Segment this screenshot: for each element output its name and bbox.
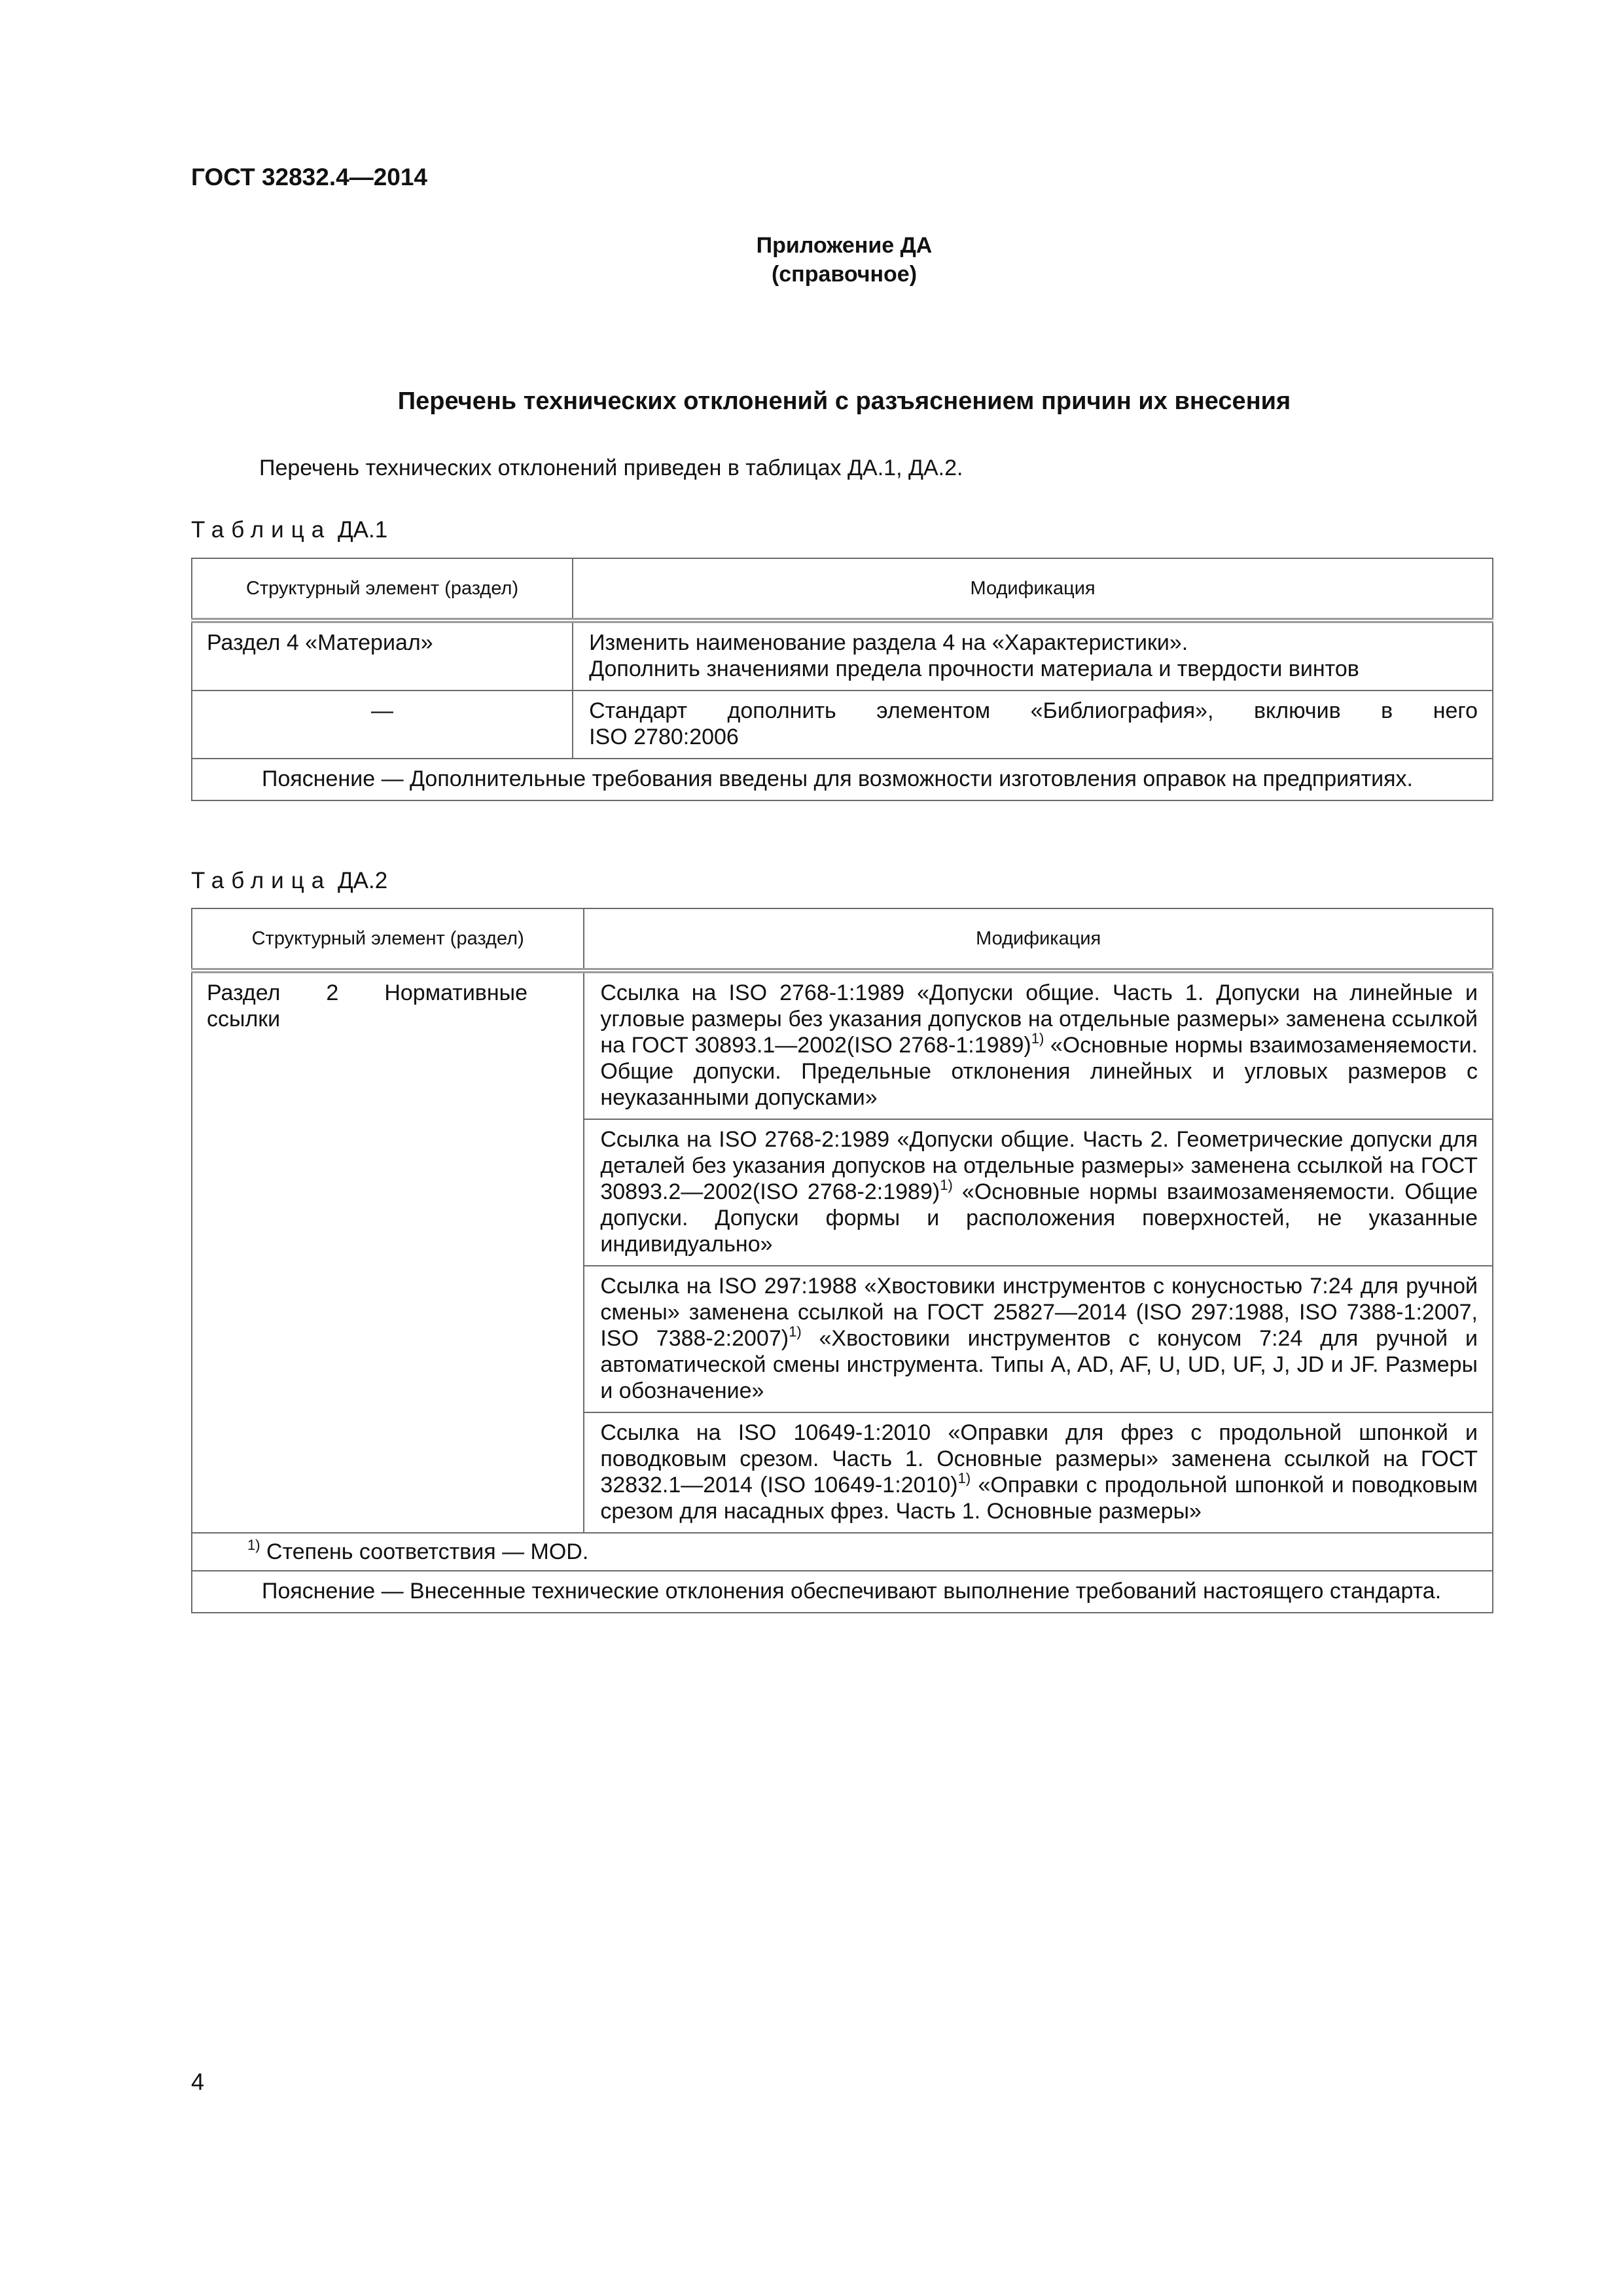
table1-row2-mod-line1: Стандарт дополнить элементом «Библиография», включив в него (589, 698, 1478, 723)
table2-row2-footnote-mark: 1) (940, 1177, 953, 1193)
table2-row4-text-a: Ссылка на ISO 10649-1:2010 «Оправки для фрез с продольной шпонкой и поводковым срезом. Часть 1. Основные размеры» заменена ссылкой на ГОСТ 32832.1—2014 (ISO 10649-1:2010) (600, 1420, 1478, 1498)
table1-label (191, 517, 387, 543)
table1-header-element: Структурный элемент (раздел) (192, 558, 573, 620)
table1-row2-modification (573, 691, 1493, 759)
table-row (192, 691, 1493, 759)
table2-row4-text-b: «Оправки с продольной шпонкой и поводковым срезом для насадных фрез. Часть 1. Основные размеры» (600, 1473, 1478, 1524)
table2-footnote-row (192, 1533, 1493, 1571)
table2-note-row (192, 1571, 1493, 1613)
table2-element-text: Раздел 2 Нормативные ссылки (207, 980, 527, 1031)
table2-row3-text-a: Ссылка на ISO 297:1988 «Хвостовики инструментов с конусностью 7:24 для ручной смены» заменена ссылкой на ГОСТ 25827—2014 (ISO 297:1988, ISO 7388-1:2007, ISO 7388-2:2007) (600, 1274, 1478, 1351)
table2-element (192, 971, 584, 1533)
table2-row1-text-a: Ссылка на ISO 2768-1:1989 «Допуски общие. Часть 1. Допуски на линейные и угловые размеры без указания допусков на отдельные размеры» заменена ссылкой на ГОСТ 30893.1—2002(ISO 2768-1:1989) (600, 980, 1478, 1058)
section-title: Перечень технических отклонений с разъяснением причин их внесения (397, 387, 1291, 415)
table2-row3-text-b: «Хвостовики инструментов с конусом 7:24 для ручной и автоматической смены инструмента. Типы A, AD, AF, U, UD, UF, J, JD и JF. Размеры и обозначение» (600, 1326, 1478, 1403)
table1-header-row (192, 558, 1493, 620)
table-row (192, 971, 1493, 1119)
table2-label-number: ДА.2 (337, 868, 388, 893)
document-code: ГОСТ 32832.4—2014 (191, 164, 428, 190)
table1-row1-modification (573, 620, 1493, 691)
table2-row3-footnote-mark: 1) (789, 1323, 802, 1340)
intro-paragraph: Перечень технических отклонений приведен в таблицах ДА.1, ДА.2. (259, 456, 963, 480)
table2-row2-text-a: Ссылка на ISO 2768-2:1989 «Допуски общие. Часть 2. Геометрические допуски для деталей без указания допусков на отдельные размеры» заменена ссылкой на ГОСТ 30893.2—2002(ISO 2768-2:1989) (600, 1127, 1478, 1204)
table2-label (191, 868, 387, 894)
page-number: 4 (191, 2068, 205, 2095)
table1-header-modification: Модификация (573, 558, 1493, 620)
annex-subtitle: (справочное) (771, 262, 918, 287)
table2-row2-text-b: «Основные нормы взаимозаменяемости. Общие допуски. Допуски формы и расположения поверхностей, не указанные индивидуально» (600, 1179, 1478, 1257)
table2-note: Пояснение — Внесенные технические отклонения обеспечивают выполнение требований настоящего стандарта. (192, 1571, 1493, 1613)
table1-note: Пояснение — Дополнительные требования введены для возможности изготовления оправок на предприятиях. (192, 759, 1493, 800)
table1-row1-element: Раздел 4 «Материал» (192, 620, 573, 691)
table-da1 (191, 558, 1493, 801)
table1-row2-element: — (192, 691, 573, 759)
table2-row3-modification (584, 1266, 1493, 1412)
table2-footnote (192, 1533, 1493, 1571)
table2-row4-footnote-mark: 1) (957, 1470, 971, 1486)
table2-footnote-text: Степень соответствия — MOD. (260, 1539, 589, 1564)
table1-note-row (192, 759, 1493, 800)
table2-header-element: Структурный элемент (раздел) (192, 908, 584, 971)
table2-row1-text-b: «Основные нормы взаимозаменяемости. Общие допуски. Предельные отклонения линейных и угловых размеров с неуказанными допусками» (600, 1033, 1478, 1110)
table2-label-word: Таблица (191, 868, 332, 893)
table1-label-word: Таблица (191, 517, 332, 543)
annex-title: Приложение ДА (756, 233, 933, 258)
table2-footnote-mark: 1) (247, 1537, 260, 1553)
table1-row1-mod-line1: Изменить наименование раздела 4 на «Характеристики». (589, 630, 1188, 655)
table1-row1-mod-line2: Дополнить значениями предела прочности материала и твердости винтов (589, 656, 1359, 681)
table2-header-row (192, 908, 1493, 971)
table2-row2-modification (584, 1119, 1493, 1266)
table2-header-modification: Модификация (584, 908, 1493, 971)
table2-row4-modification (584, 1412, 1493, 1533)
table2-row1-modification (584, 971, 1493, 1119)
table-row (192, 620, 1493, 691)
table-da2 (191, 908, 1493, 1613)
table2-row1-footnote-mark: 1) (1031, 1030, 1044, 1047)
table1-label-number: ДА.1 (337, 517, 388, 543)
table1-row2-mod-line2: ISO 2780:2006 (589, 725, 739, 749)
